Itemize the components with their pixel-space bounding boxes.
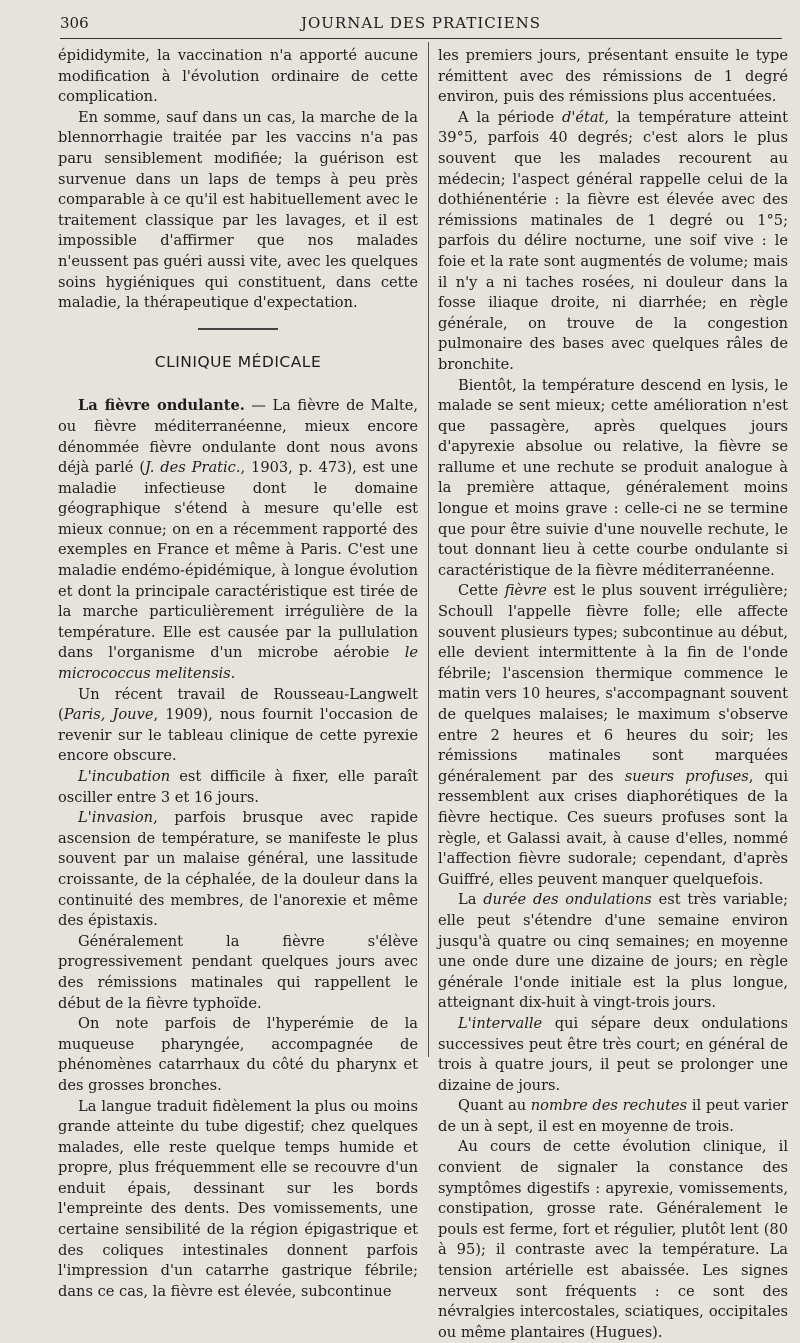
text-run: — La fièvre de Malte, ou fièvre méditerranéenne, mieux encore dénommée fièvre ondulante dont nous avons déjà parlé ( (58, 397, 419, 477)
term: d'état (562, 108, 605, 126)
paragraph: On note parfois de l'hyperémie de la muqueuse pharyngée, accompagnée de phénomènes catarrhaux du côté du pharynx et des grosses bronches. (58, 1015, 418, 1094)
text-run: , parfois brusque avec rapide ascension de température, se manifeste le plus souvent par un malaise général, une lassitude croissante, de la céphalée, de la douleur dans la continuité des membres, de l'anorexie et même des épistaxis. (58, 809, 418, 930)
text-run: La (458, 891, 484, 909)
paragraph (58, 396, 418, 684)
text-run: est très variable; elle peut s'étendre d'une semaine environ jusqu'à quatre ou cinq semaines; en moyenne une onde dure une dizaine de jours; en règle générale l'onde initiale est la plus longue, atteignant dix-huit à vingt-trois jours. (438, 891, 788, 1012)
paragraph: Bientôt, la température descend en lysis, le malade se sent mieux; cette amélioration n'est que passagère, après quelques jours d'apyrexie absolue ou relative, la fièvre se rallume et une rechute se produit analogue à la première attaque, généralement moins longue et moins grave : celle-ci ne se termine que pour être suivie d'une nouvelle rechute, le tout donnant lieu à cette courbe ondulante si caractéristique de la fièvre méditerranéenne. (438, 376, 788, 579)
text-run: est difficile à fixer, elle paraît osciller entre 3 et 16 jours. (58, 768, 418, 806)
term: L'invasion (78, 809, 154, 827)
paragraph (438, 890, 788, 1014)
paragraph (58, 767, 418, 808)
text-run: , la température atteint 39°5, parfois 40 degrés; c'est alors le plus souvent que les malades recourent au médecin; l'aspect général rappelle celui de la dothiénentérie : la fièvre est élevée avec des rémissions matinales de 1 degré ou 1°5; parfois du délire nocturne, une soif vive : le foie et la rate sont augmentés de volume; mais il n'y a ni taches rosées, ni douleur dans la fosse iliaque droite, ni diarrhée; en règle générale, on trouve de la congestion pulmonaire des bases avec quelques râles de bronchite. (438, 108, 788, 373)
paragraph (438, 1014, 788, 1096)
right-column (438, 46, 788, 1343)
reference: Paris, Jouve (63, 706, 154, 724)
paragraph (438, 108, 788, 376)
term: nombre des rechutes (530, 1097, 688, 1115)
run-in-heading: La fièvre ondulante. (78, 397, 245, 415)
separator-rule (198, 328, 278, 330)
text-run: , 1909), nous fournit l'occasion de revenir sur le tableau clinique de cette pyrexie encore obscure. (58, 706, 418, 765)
column-divider (428, 42, 429, 1057)
text-run: , 1903, p. 473), est une maladie infectieuse dont le domaine géographique s'étend à mesure qu'elle est mieux connue; on en a récemment rapporté des exemples en France et même à Paris. C'est une maladie endémo-épidémique, à longue évolution et dont la principale caractéristique est tirée de la marche particulièrement irrégulière de la température. Elle est causée par la pullulation dans l'organisme d'un microbe aérobie (58, 459, 418, 662)
text-run: . (230, 665, 236, 683)
term: L'intervalle (458, 1014, 543, 1032)
term: fièvre (504, 582, 547, 600)
paragraph: La langue traduit fidèlement la plus ou moins grande atteinte du tube digestif; chez quelques malades, elle reste quelque temps humide et propre, plus fréquemment elle se recouvre d'un enduit épais, dessinant sur les bords l'empreinte des dents. Des vomissements, une certaine sensibilité de la région épigastrique et des coliques intestinales donnent parfois l'impression d'un catarrhe gastrique fébrile; dans ce cas, la fièvre est élevée, subcontinue (58, 1097, 418, 1300)
text-run: , qui ressemblent aux crises diaphorétiques de la fièvre hectique. Ces sueurs profuses sont la règle, et Galassi avait, à cause d'elles, nommé l'affection fièvre sudorale; cependant, d'après Guiffré, elles peuvent manquer quelquefois. (438, 767, 788, 888)
text-run: Un récent travail de Rousseau-Langwelt ( (58, 685, 418, 724)
page-header (60, 14, 782, 39)
term: L'incubation (78, 768, 171, 785)
page-number: 306 (60, 14, 89, 32)
paragraph: les premiers jours, présentant ensuite le type rémittent avec des rémissions de 1 degré environ, puis des rémissions plus accentuées. (438, 47, 788, 106)
text-run: il peut varier de un à sept, il est en moyenne de trois. (438, 1097, 788, 1135)
section-title: CLINIQUE MÉDICALE (154, 352, 322, 371)
paragraph: Généralement la fièvre s'élève progressivement pendant quelques jours avec des rémissions matinales qui rappellent le début de la fièvre typhoïde. (58, 932, 418, 1012)
text-run: A la période (458, 108, 562, 126)
text-run: Quant au (458, 1097, 531, 1115)
paragraph: épididymite, la vaccination n'a apporté aucune modification à l'évolution ordinaire de cette complication. (58, 47, 418, 106)
paragraph (438, 1096, 788, 1137)
paragraph (58, 808, 418, 932)
paragraph: Au cours de cette évolution clinique, il convient de signaler la constance des symptômes digestifs : apyrexie, vomissements, constipation, grosse rate. Généralement le pouls est ferme, fort et régulier, plutôt lent (80 à 95); il contraste avec la température. La tension artérielle est abaissée. Les signes nerveux sont fréquents : ce sont des névralgies intercostales, sciatiques, occipitales ou même plantaires (Hugues). (438, 1138, 788, 1341)
microbe-name: le micrococcus melitensis (58, 644, 418, 683)
text-run: qui sépare deux ondulations successives peut être très court; en général de trois à quatre jours, il peut se prolonger une dizaine de jours. (438, 1014, 788, 1094)
term: sueurs profuses (624, 767, 749, 785)
text-run: Cette (458, 582, 505, 600)
journal-title: JOURNAL DES PRATICIENS (300, 14, 542, 32)
paragraph (438, 581, 788, 890)
paragraph (58, 685, 418, 767)
left-column (58, 46, 418, 1302)
term: durée des ondulations (483, 891, 652, 909)
text-run: est le plus souvent irrégulière; Schoull l'appelle fièvre folle; elle affecte souvent plusieurs types; subcontinue au début, elle devient intermittente à la fin de l'onde fébrile; l'ascension thermique commence le matin vers 10 heures, s'accompagnant souvent de quelques malaises; le maximum s'observe entre 2 heures et 6 heures du soir; les rémissions matinales sont marquées généralement par des (438, 582, 788, 785)
reference: J. des Pratic. (145, 459, 241, 477)
paragraph: En somme, sauf dans un cas, la marche de la blennorrhagie traitée par les vaccins n'a pas paru sensiblement modifiée; la guérison est survenue dans un laps de temps à peu près comparable à ce qu'il est habituellement avec le traitement classique par les lavages, et il est impossible d'affirmer que nos malades n'eussent pas guéri aussi vite, avec les quelques soins hygiéniques qui constituent, dans cette maladie, la thérapeutique d'expectation. (58, 108, 418, 312)
